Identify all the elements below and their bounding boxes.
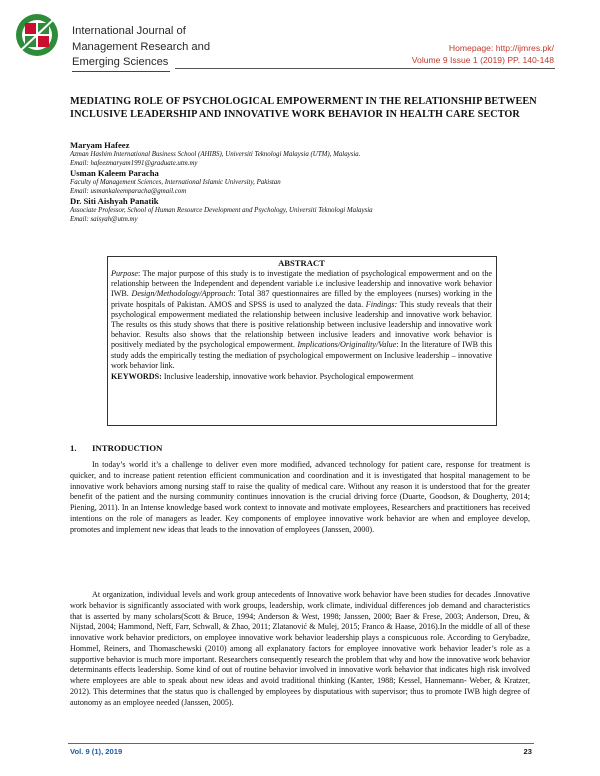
author-name: Maryam Hafeez [70, 140, 130, 150]
purpose-text: : The major purpose of this study is to investigate the mediation of psychological empowerment and on the relationship between the Independent and dependent variable i.e inclusive leadership and innovative work behavior IWB. [111, 269, 492, 299]
author-block [70, 196, 540, 224]
implications-text: : In the literature of IWB this study adds the empirically testing the mediation of psychological empowerment on Inclusive leadership – innovative work behavior link. [111, 340, 492, 370]
findings-label: Findings: [365, 299, 398, 309]
journal-name-line-2: Management Research and [72, 40, 211, 53]
page-number: 23 [523, 747, 532, 756]
keywords-text: Inclusive leadership, innovative work behavior. Psychological empowerment [161, 372, 414, 382]
author-list [70, 140, 540, 225]
footer-volume: Vol. 9 (1), 2019 [70, 747, 123, 756]
author-block [70, 168, 540, 196]
abstract-heading: ABSTRACT [278, 258, 325, 268]
author-affiliation: Faculty of Management Sciences, International Islamic University, Pakistan [70, 179, 281, 187]
author-name: Dr. Siti Aishyah Panatik [70, 196, 159, 207]
section-heading [70, 443, 162, 454]
homepage-link[interactable]: Homepage: http://ijmres.pk/ [448, 43, 554, 53]
author-block [70, 140, 540, 168]
author-name: Usman Kaleem Paracha [70, 168, 159, 179]
journal-name [72, 24, 252, 72]
design-text: : Total 387 questionnaires are filled by the employees (nurses) working in the private hospitals of Pakistan. AMOS and SPSS is used to analyzed the data. [111, 289, 493, 309]
journal-logo-icon [14, 12, 60, 58]
section-number: 1. [70, 443, 77, 453]
findings-text: This study reveals that their psychological empowerment mediated the relationship between inclusive leadership and innovative work behavior. The results os this study shows that there is positive relationship between inclusive leadership and innovative work behavior. Results also shows that the relationship between inclusive leaders and innovative work behavior is positively mediated by the psychological empowerment. [111, 299, 492, 350]
paper-title: MEDIATING ROLE OF PSYCHOLOGICAL EMPOWERMENT IN THE RELATIONSHIP BETWEEN INCLUSIVE LEADERSHIP AND INNOVATIVE WORK BEHAVIOR IN HEALTH CARE SECTOR [70, 96, 537, 120]
design-label: Design/Methodology/Approach [131, 289, 234, 299]
abstract-box [107, 256, 497, 426]
author-email: Email: usmankaleemparacha@gmail.com [70, 187, 187, 195]
keywords [111, 372, 492, 382]
author-email: Email: saisyah@utm.my [70, 215, 138, 223]
abstract-text [111, 269, 492, 371]
footer-divider [68, 743, 534, 744]
volume-info: Volume 9 Issue 1 (2019) PP. 140-148 [411, 55, 554, 65]
header-divider [175, 68, 555, 69]
journal-info [412, 42, 554, 66]
body-paragraph: In today’s world it’s a challenge to deliver even more modified, advanced technology for patient care, response for treatment is quicker, and to increase patient retention efficient communication and coordination and it is investigated that hospital management to be innovative work behaviors among nursing staff to raise the quality of medical care. Without any reason it is understood that for the greater benefit of the patient and the nursing community continues innovation is the crucial driving force (Duarte, Goodson, & Dougherty, 2014; Piening, 2011). In an Intense knowledge based work context to innovate and motivate employees, Researchers and practitioners has received intentions on the role of managers as leader. Key components of employee innovative work behavior are when and employee develop, promotes and implement new ideas that leads to the innovation of employees (Janssen, 2000). [70, 460, 530, 534]
author-affiliation: Associate Professor, School of Human Resource Development and Psychology, Universiti Teknologi Malaysia [70, 207, 373, 215]
section-title: INTRODUCTION [92, 443, 163, 453]
journal-name-line-3: Emerging Sciences [72, 55, 170, 72]
body-paragraph: At organization, individual levels and work group antecedents of Innovative work behavior have been studies for decades .Innovative work behavior is significantly associated with work groups, leadership, work climate, individual differences job demand and characteristics that is asserted by many scholars(Scott & Bruce, 1994; Anderson & West, 1998; Janssen, 2000; Baer & Frese, 2003; Anderson, Dreu, & Nijstad, 2004; Hammond, Neff, Farr, Schwall, & Zhao, 2011; Zlatanović & Mulej, 2015; Franco & Haase, 2016).In the middle of all of these innovative work behavior predictors, on employee innovative work behavior leadership plays a conspicuous role. According to Gerybadze, Hommel, Reiners, and Thomaschewski (2010) among all explanatory factors for employee innovative work behavior leader’s role as a supportive behavior is much more important. Researchers consequently research the problem that why and how the innovative work behavior determinants effects leadership. Some kind of out of routine behavior involved in innovative work behavior that indicates high risk involved where employees are able to speak about new ideas and avoid traditional thinking (Kanter, 1988; Kessel, Hannemann- Weber, & Kratzer, 2012). This determines that the status quo is challenged by employees by disputatious with supervisor; thus to promote IWB high degree of autonomy as an employee needed (Janssen, 2005). [70, 590, 530, 707]
author-affiliation: Azman Hashim International Business School (AHIBS), Universiti Teknologi Malaysia (UTM), Malaysia. [70, 151, 361, 158]
journal-name-line-1: International Journal of [72, 25, 186, 37]
keywords-label: KEYWORDS: [111, 372, 162, 382]
author-email: Email: hafeezmaryam1991@graduate.utm.my [70, 159, 198, 167]
implications-label: Implications/Originality/Value [297, 340, 397, 350]
purpose-label: Purpose [111, 269, 138, 278]
